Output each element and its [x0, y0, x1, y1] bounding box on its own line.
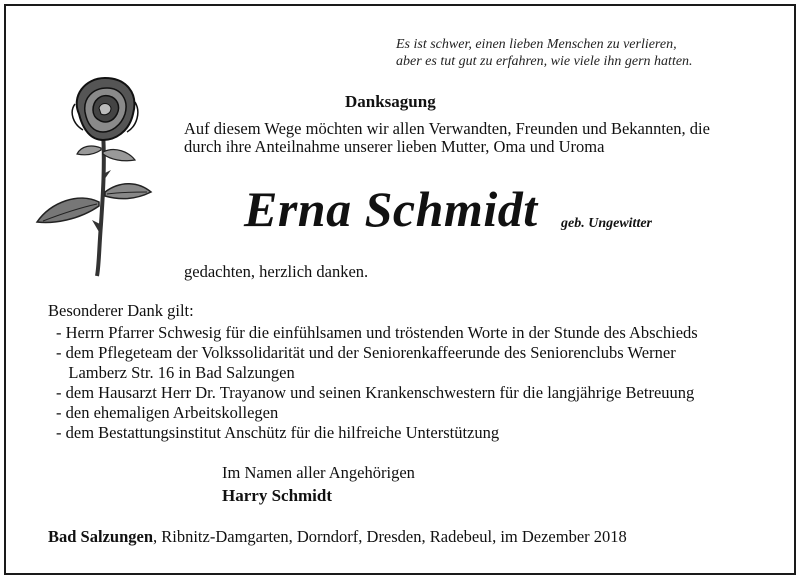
list-item: Lamberz Str. 16 in Bad Salzungen [56, 363, 295, 382]
intro-line-1: Auf diesem Wege möchten wir allen Verwandten, Freunden und Bekannten, die [184, 119, 710, 138]
list-item: - dem Hausarzt Herr Dr. Trayanow und seinen Krankenschwestern für die langjährige Betreuung [56, 383, 695, 402]
footer-town: Bad Salzungen [48, 527, 153, 546]
deceased-name: Erna Schmidt [244, 181, 538, 237]
list-item: - dem Pflegeteam der Volkssolidarität und der Seniorenkaffeerunde des Seniorenclubs Werner [56, 343, 676, 362]
special-thanks-list [56, 323, 698, 443]
list-item: - Herrn Pfarrer Schwesig für die einfühlsamen und tröstenden Worte in der Stunde des Abschieds [56, 323, 698, 342]
on-behalf-line: Im Namen aller Angehörigen [222, 463, 415, 482]
list-item: - den ehemaligen Arbeitskollegen [56, 403, 279, 422]
heading: Danksagung [345, 92, 436, 111]
list-item: - dem Bestattungsinstitut Anschütz für die hilfreiche Unterstützung [56, 423, 500, 442]
special-thanks-title: Besonderer Dank gilt: [48, 301, 194, 320]
obituary-card [4, 4, 796, 575]
quote-line-1: Es ist schwer, einen lieben Menschen zu verlieren, [396, 37, 677, 52]
rose-icon [31, 74, 171, 280]
footer-locations [48, 528, 627, 546]
birth-name: geb. Ungewitter [561, 216, 652, 231]
quote-line-2: aber es tut gut zu erfahren, wie viele ihn gern hatten. [396, 54, 693, 69]
signatory-name: Harry Schmidt [222, 486, 333, 505]
footer-rest: , Ribnitz-Damgarten, Dorndorf, Dresden, Radebeul, im Dezember 2018 [153, 527, 627, 546]
intro-line-2: durch ihre Anteilnahme unserer lieben Mutter, Oma und Uroma [184, 137, 605, 156]
thanks-line: gedachten, herzlich danken. [184, 262, 369, 281]
